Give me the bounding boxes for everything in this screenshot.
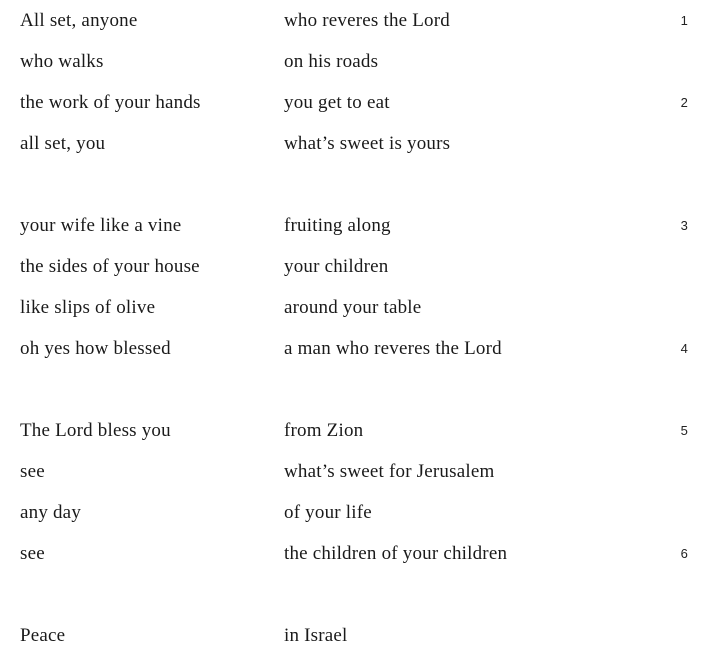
verse-line-left: like slips of olive [20, 297, 156, 318]
verse-line-left: the work of your hands [20, 92, 201, 113]
stanza [0, 615, 716, 656]
verse-number [642, 287, 716, 328]
verse-line-right: of your life [284, 502, 372, 523]
verse-line-right: fruiting along [284, 215, 391, 236]
verse-number: 3 [680, 218, 688, 233]
verse-line-right: in Israel [284, 625, 348, 646]
verse-line-right: from Zion [284, 420, 364, 441]
verse-line-left: Peace [20, 625, 66, 646]
verse-line-left: see [20, 543, 45, 564]
verse-number [642, 123, 716, 164]
verse-line-right: what’s sweet is yours [284, 133, 451, 154]
verse-line [0, 533, 716, 574]
verse-line-left: your wife like a vine [20, 215, 182, 236]
verse-line-left: the sides of your house [20, 256, 200, 277]
stanza [0, 205, 716, 369]
verse-line-right: on his roads [284, 51, 379, 72]
verse-line [0, 0, 716, 41]
verse-line [0, 246, 716, 287]
verse-line-right: the children of your children [284, 543, 508, 564]
verse-line [0, 41, 716, 82]
stanza [0, 0, 716, 164]
verse-line-left: all set, you [20, 133, 106, 154]
verse-line [0, 123, 716, 164]
verse-line-right: a man who reveres the Lord [284, 338, 502, 359]
verse-line-left: who walks [20, 51, 104, 72]
verse-number [642, 615, 716, 656]
verse-line [0, 287, 716, 328]
verse-line-right: you get to eat [284, 92, 390, 113]
verse-line-left: oh yes how blessed [20, 338, 171, 359]
verse-line [0, 410, 716, 451]
verse-number: 4 [680, 341, 688, 356]
verse-line-left: any day [20, 502, 82, 523]
verse-number: 5 [680, 423, 688, 438]
verse-line [0, 615, 716, 656]
verse-line-right: your children [284, 256, 389, 277]
verse-number: 2 [680, 95, 688, 110]
verse-line-left: All set, anyone [20, 10, 138, 31]
verse-line-left: see [20, 461, 45, 482]
verse-line-right: around your table [284, 297, 422, 318]
verse-number: 6 [680, 546, 688, 561]
verse-line [0, 82, 716, 123]
stanza [0, 410, 716, 574]
verse-number [642, 451, 716, 492]
verse-number [642, 41, 716, 82]
verse-line [0, 451, 716, 492]
verse-number: 1 [680, 13, 688, 28]
verse-line [0, 492, 716, 533]
verse-line-right: who reveres the Lord [284, 10, 450, 31]
verse-number [642, 492, 716, 533]
verse-line-left: The Lord bless you [20, 420, 171, 441]
verse-line [0, 205, 716, 246]
verse-line-right: what’s sweet for Jerusalem [284, 461, 495, 482]
verse-number [642, 246, 716, 287]
verse-line [0, 328, 716, 369]
